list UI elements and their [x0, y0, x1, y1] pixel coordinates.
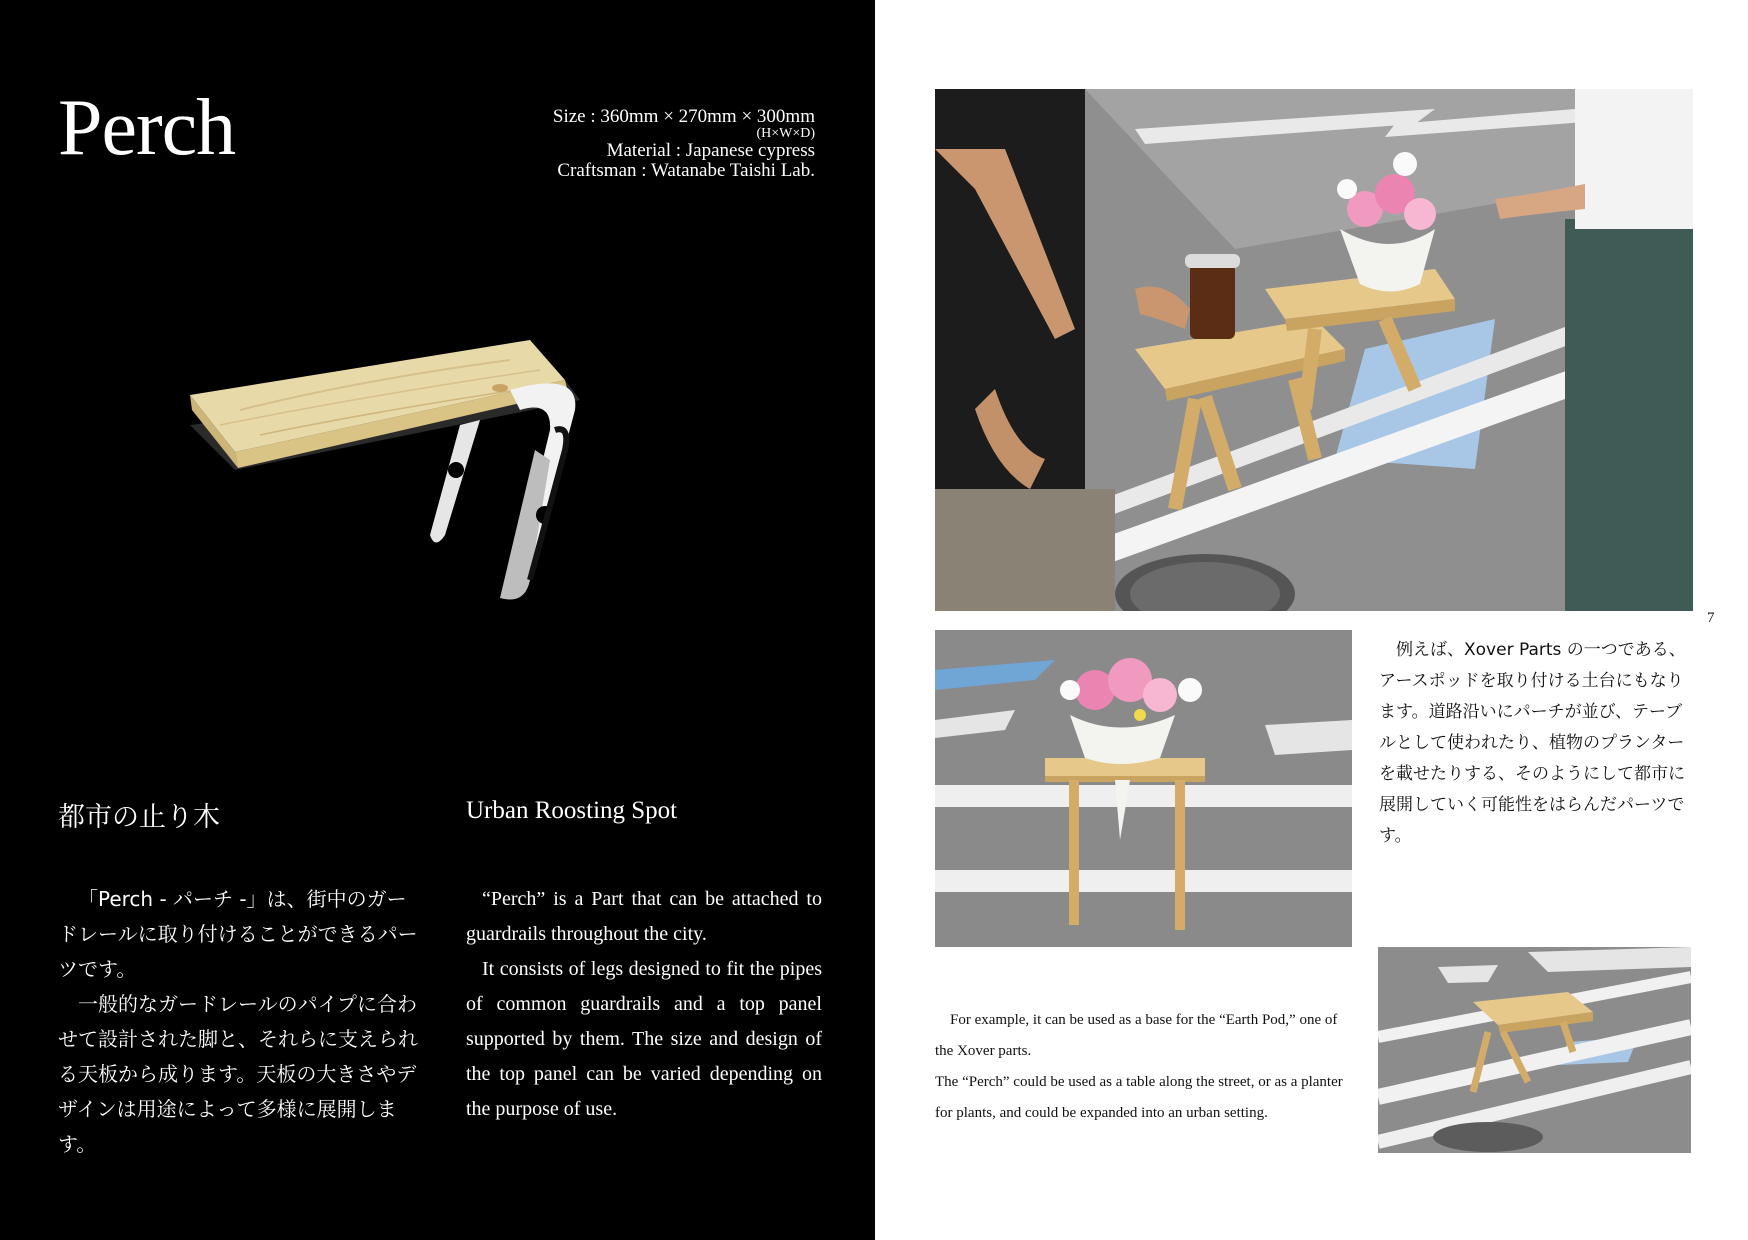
page-number: 7 [1707, 610, 1715, 626]
text-en-right-paragraph: The “Perch” could be used as a table along the street, or as a planter for plants, and could be expanded into an urban setting. [935, 1074, 1343, 1121]
photo-table-on-rail [1378, 947, 1691, 1153]
body-en [466, 882, 822, 1127]
text-jp-right [1379, 635, 1695, 852]
text-jp-right-paragraph: 例えば、Xover Parts の一つである、アースポッドを取り付ける土台にもなります。道路沿いにパーチが並び、テーブルとして使われたり、植物のプランターを載せたりする、そのようにして都市に展開していく可能性をはらんだパーツです。 [1379, 640, 1686, 846]
text-en-right [935, 1005, 1355, 1129]
heading-en: Urban Roosting Spot [466, 797, 678, 824]
spec-dims: (H×W×D) [756, 126, 815, 141]
body-jp-paragraph: 「Perch - パーチ -」は、街中のガードレールに取り付けることができるパーツです。 [58, 887, 418, 981]
right-page [875, 0, 1748, 1240]
spec-block [553, 107, 815, 181]
heading-jp: 都市の止り木 [58, 802, 220, 833]
spec-craftsman: Craftsman : Watanabe Taishi Lab. [557, 160, 815, 181]
perch-product-image [180, 340, 630, 680]
text-en-right-paragraph: For example, it can be used as a base for the “Earth Pod,” one of the Xover parts. [935, 1012, 1338, 1059]
photo-street-people [935, 89, 1693, 611]
spec-material: Material : Japanese cypress [606, 140, 815, 161]
page-title: Perch [58, 84, 236, 172]
body-jp [58, 882, 418, 1162]
spec-size: Size : 360mm × 270mm × 300mm [552, 106, 815, 127]
body-en-paragraph: It consists of legs designed to fit the pipes of common guardrails and a top panel supported by them. The size and design of the top panel can be varied depending on the purpose of use. [466, 958, 822, 1120]
body-en-paragraph: “Perch” is a Part that can be attached to guardrails throughout the city. [466, 888, 822, 945]
photo-planter-on-rail [935, 630, 1352, 947]
body-jp-paragraph: 一般的なガードレールのパイプに合わせて設計された脚と、それらに支えられる天板から成ります。天板の大きさやデザインは用途によって多様に展開します。 [58, 992, 418, 1156]
